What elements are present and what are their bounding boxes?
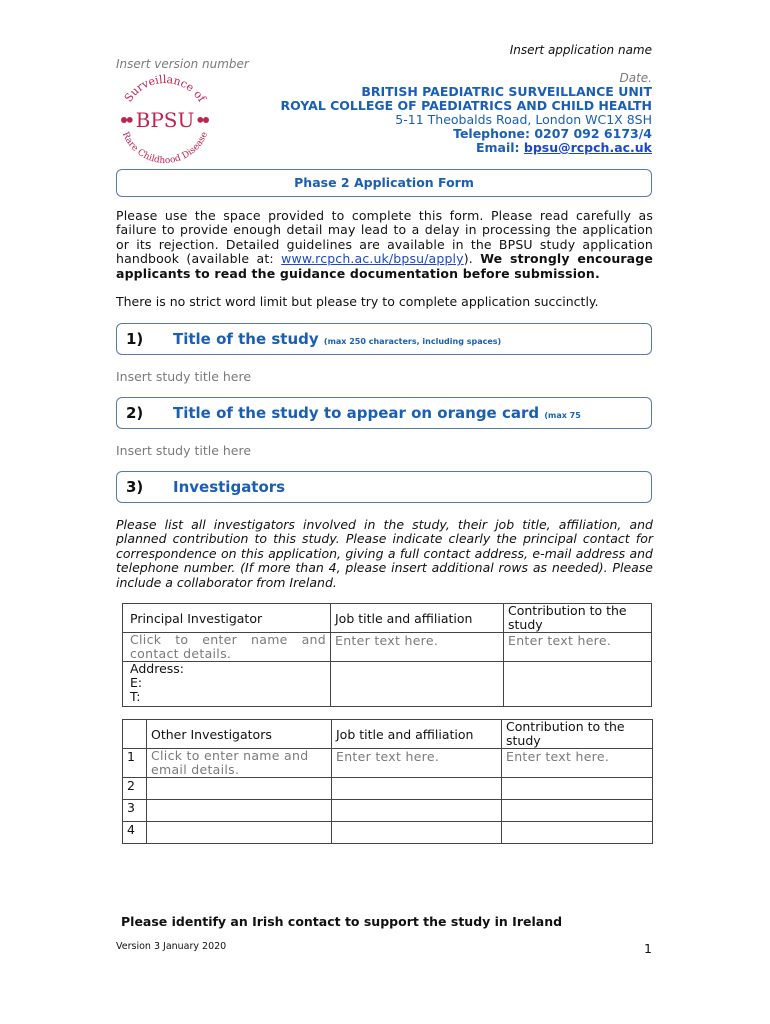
other-name-input[interactable] [147,778,332,800]
section-2-number: 2) [126,404,144,422]
footer-version: Version 3 January 2020 [116,941,227,952]
org-address: 5-11 Theobalds Road, London WC1X 8SH [395,112,652,127]
section-3-title: Investigators [173,478,286,496]
intro-paragraph [116,209,653,281]
section-1-header [116,323,652,355]
principal-investigator-table [122,603,652,707]
pi-row-1 [123,633,652,662]
pi-row-2 [123,662,652,707]
pi-job-input[interactable]: Enter text here. [331,633,504,662]
orange-card-title-input[interactable]: Insert study title here [116,443,252,458]
other-job-input[interactable] [332,822,502,844]
section-1-title: Title of the study (max 250 characters, including spaces) [173,330,502,348]
svg-text:•BPSU•: •BPSU• [123,108,207,132]
pi-header-job: Job title and affiliation [331,604,504,633]
other-name-input[interactable] [147,800,332,822]
table-row [123,749,653,778]
email-label: Email: [475,140,524,155]
section-3-number: 3) [126,478,144,496]
email-link[interactable]: bpsu@rcpch.ac.uk [523,140,652,155]
section-1-note: (max 250 characters, including spaces) [323,337,502,346]
page-number: 1 [644,941,652,956]
email-field-label: E: [130,675,143,690]
other-job-input[interactable] [332,778,502,800]
other-contrib-input[interactable]: Enter text here. [502,749,653,778]
date-placeholder[interactable]: Date. [619,71,652,85]
apply-link[interactable]: www.rcpch.ac.uk/bpsu/apply [281,251,464,267]
table-row [123,778,653,800]
section-1-number: 1) [126,330,144,348]
other-header-name: Other Investigators [147,720,332,749]
intro-text: Please use the space provided to complete this form. Please read carefully as failure to provide enough detail may lead to a delay in processing the application or its rejection. Detailed guidelines are available in the BPSU study application handbook (available at: [116,208,653,267]
word-limit-note: There is no strict word limit but please try to complete application succinctly. [116,294,599,309]
svg-text:Surveillance of: Surveillance of [121,72,209,105]
version-number-placeholder[interactable]: Insert version number [116,57,249,71]
table-row [123,800,653,822]
other-job-input[interactable]: Enter text here. [332,749,502,778]
pi-address-cell[interactable] [123,662,331,707]
row-number: 3 [123,800,147,822]
section-3-header [116,471,652,503]
other-contrib-input[interactable] [502,822,653,844]
other-investigators-table [122,719,653,844]
org-email [476,140,652,155]
svg-text:Rare Childhood Disease: Rare Childhood Disease [119,130,211,167]
pi-empty-cell[interactable] [504,662,652,707]
org-telephone: Telephone: 0207 092 6173/4 [453,126,652,141]
section-2-title: Title of the study to appear on orange card (max 75 [173,404,581,422]
telephone-field-label: T: [130,689,141,704]
section-2-header [116,397,652,429]
table-row [123,822,653,844]
intro-bold-text: We strongly encourage applicants to read the guidance documentation before submission. [116,251,653,281]
row-number: 1 [123,749,147,778]
section-2-note: (max 75 [544,411,581,420]
other-contrib-input[interactable] [502,800,653,822]
intro-text-2: ). [463,251,481,267]
row-number: 2 [123,778,147,800]
study-title-input[interactable]: Insert study title here [116,369,252,384]
other-header-job: Job title and affiliation [332,720,502,749]
other-header-row [123,720,653,749]
bpsu-logo [112,72,218,172]
other-header-contrib: Contribution to the study [502,720,653,749]
other-job-input[interactable] [332,800,502,822]
org-name-line2: ROYAL COLLEGE OF PAEDIATRICS AND CHILD HEALTH [280,98,652,113]
pi-contrib-input[interactable]: Enter text here. [504,633,652,662]
form-title-box [116,169,652,197]
other-header-index [123,720,147,749]
other-name-input[interactable] [147,822,332,844]
pi-header-row [123,604,652,633]
irish-contact-heading: Please identify an Irish contact to support the study in Ireland [121,914,563,929]
form-title: Phase 2 Application Form [294,175,474,190]
address-label: Address: [130,661,184,676]
pi-empty-cell[interactable] [331,662,504,707]
pi-header-name: Principal Investigator [123,604,331,633]
row-number: 4 [123,822,147,844]
pi-header-contrib: Contribution to the study [504,604,652,633]
other-name-input[interactable]: Click to enter name and email details. [147,749,332,778]
org-name-line1: BRITISH PAEDIATRIC SURVEILLANCE UNIT [361,84,652,99]
investigators-instructions: Please list all investigators involved in the study, their job title, affiliation, and planned contribution to this study. Please indicate clearly the principal contact for correspondence on this application, giving a full contact address, e-mail address and telephone number. (If more than 4, please insert additional rows as needed). Please include a collaborator from Ireland. [116,517,653,590]
other-contrib-input[interactable] [502,778,653,800]
application-name-placeholder[interactable]: Insert application name [509,43,652,57]
pi-name-input[interactable]: Click to enter name and contact details. [123,633,331,662]
